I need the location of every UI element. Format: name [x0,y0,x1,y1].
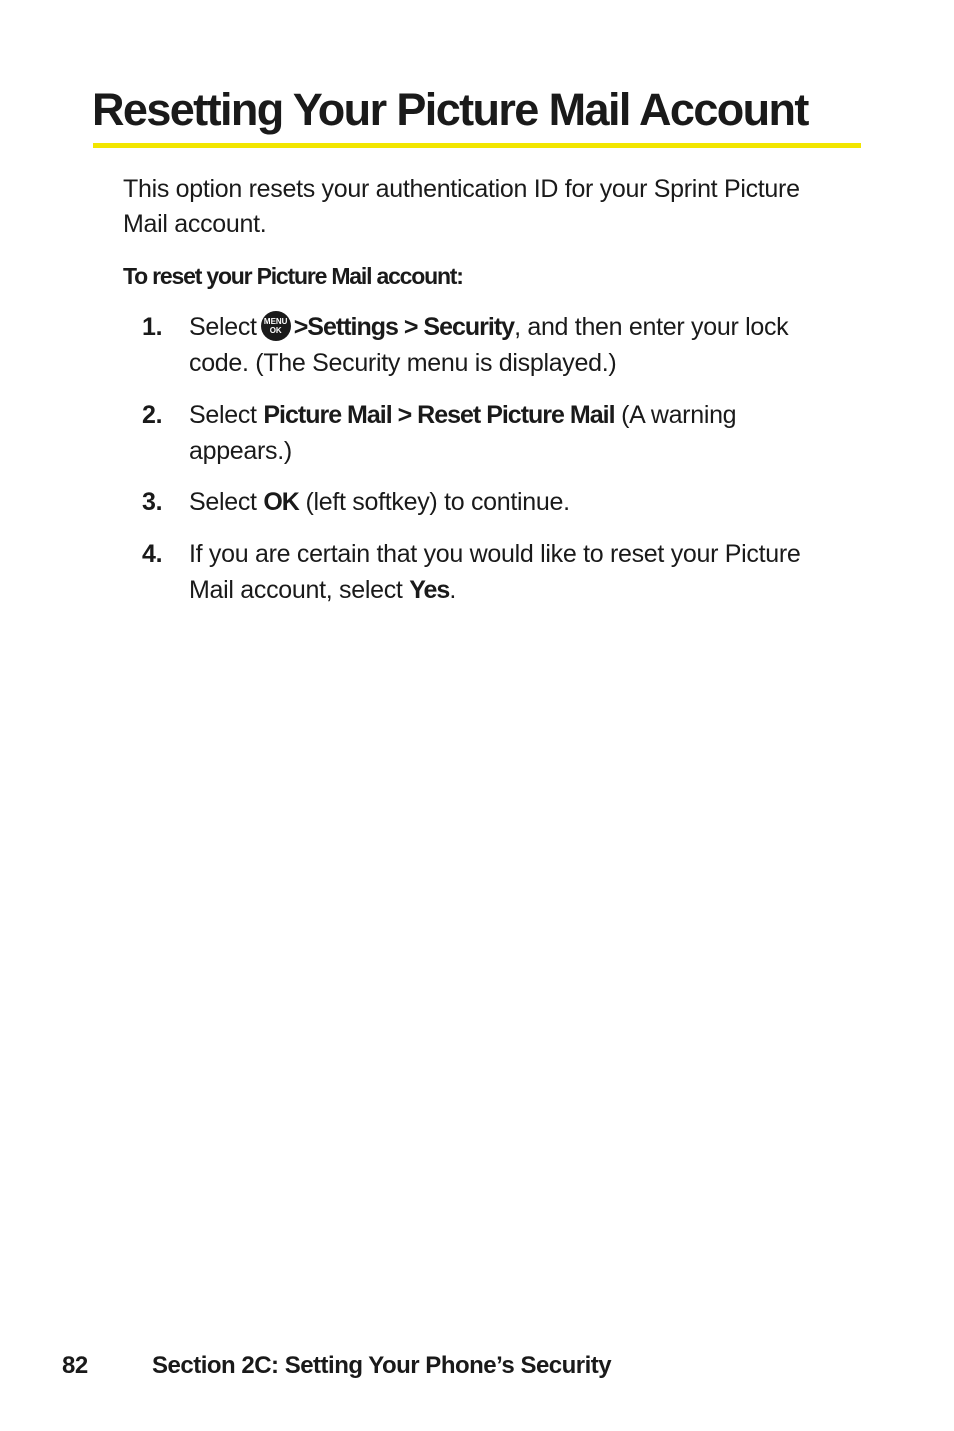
menu-icon-label: MENU [263,317,288,326]
step-text-bold: >Settings > Security [293,313,515,341]
section-title: Section 2C: Setting Your Phone’s Security [152,1352,612,1379]
step-item [142,536,842,608]
step-item [142,309,842,381]
step-text [189,309,842,381]
menu-ok-key-icon [261,311,291,341]
step-text [189,536,842,608]
step-text [189,484,842,520]
step-text-post: , and then enter your lock code. (The Security menu is displayed.) [189,313,789,377]
step-text-post: (A warning appears.) [189,401,737,465]
step-number: 1. [142,313,163,341]
page-footer [62,1349,612,1383]
step-text-pre: Select [189,401,264,429]
step-text-pre: Select [189,488,264,516]
step-item [142,397,842,469]
step-text [189,397,842,469]
page-number: 82 [62,1352,88,1379]
intro-paragraph: This option resets your authentication ID for your Sprint Picture Mail account. [123,175,800,238]
step-text-pre: Select [189,313,257,341]
step-number: 2. [142,401,163,429]
step-text-bold: Yes [409,576,450,604]
step-text-post: . [449,576,456,604]
page-title: Resetting Your Picture Mail Account [92,84,808,135]
step-item [142,484,842,520]
procedure-heading: To reset your Picture Mail account: [123,263,463,289]
step-text-pre: If you are certain that you would like to reset your Picture Mail account, select [189,540,801,604]
step-number: 4. [142,540,163,568]
step-text-bold: OK [263,488,299,516]
title-underline-rule [93,143,861,148]
step-text-post: (left softkey) to continue. [298,488,570,516]
step-text-bold: Picture Mail > Reset Picture Mail [263,401,615,429]
step-number: 3. [142,488,163,516]
ok-icon-label: OK [269,326,282,335]
